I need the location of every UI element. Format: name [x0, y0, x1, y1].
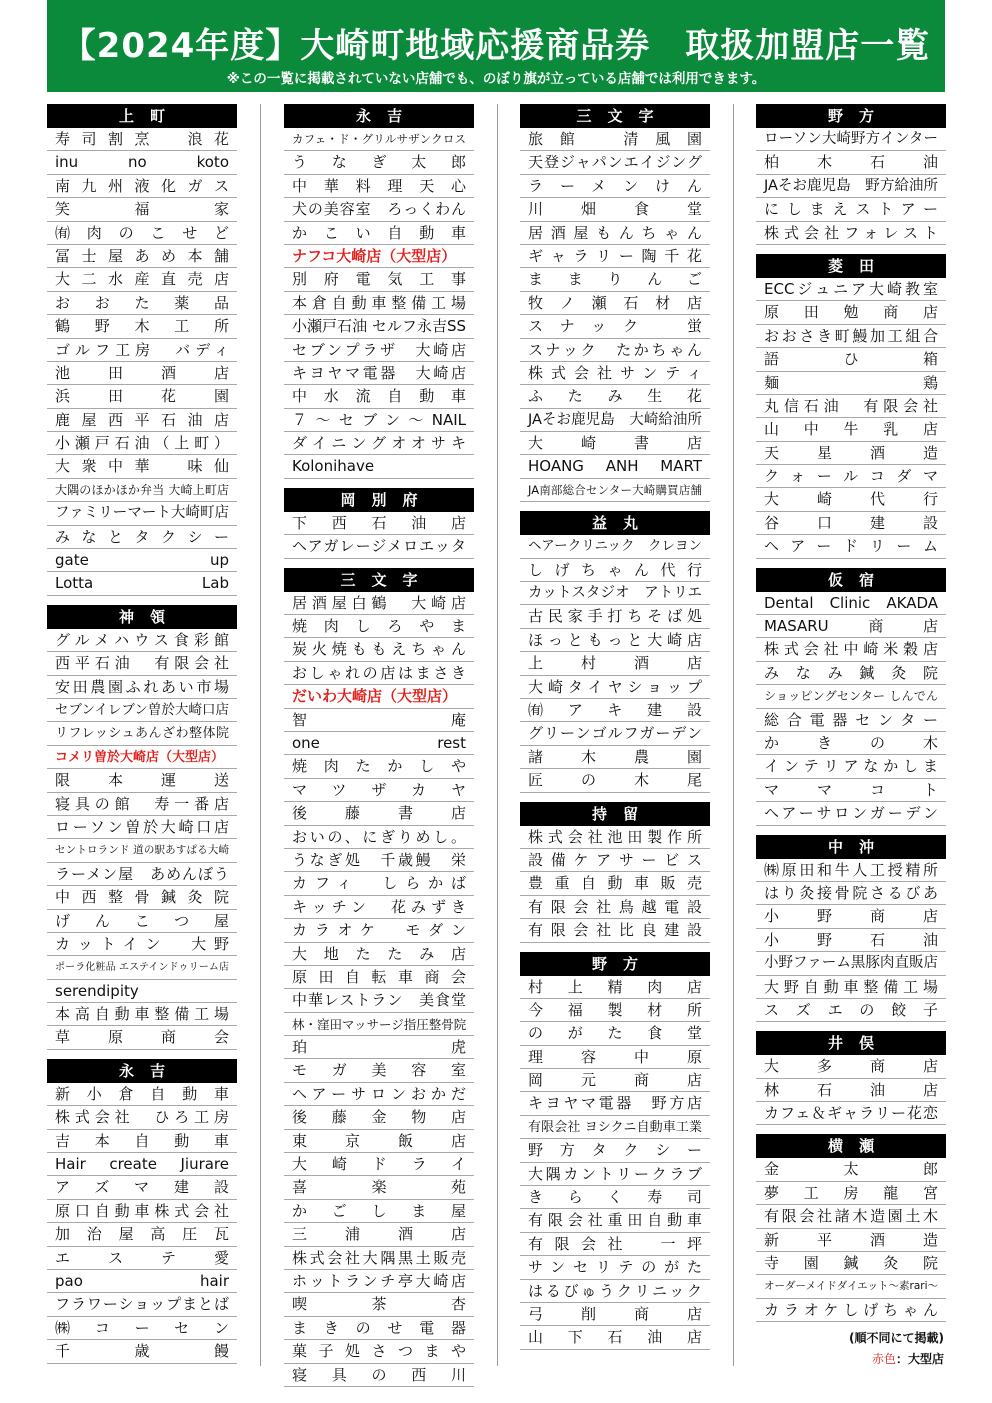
- store-row: 大崎書店: [520, 432, 710, 455]
- store-row: ７～セブン～NAIL: [284, 409, 474, 432]
- store-row: グリーンゴルフガーデン: [520, 722, 710, 745]
- store-row: gate up: [47, 549, 237, 572]
- store-row: カラオケしげちゃん: [756, 1299, 946, 1322]
- district-section: [284, 568, 474, 1387]
- store-row: 西平石油 有限会社: [47, 652, 237, 675]
- store-row: 大多商店: [756, 1055, 946, 1078]
- store-row: 大衆中華 味仙: [47, 455, 237, 478]
- store-row: かごしま屋: [284, 1200, 474, 1223]
- store-row: serendipity: [47, 980, 237, 1003]
- store-row: 大隅のほかほか弁当 大崎上町店: [47, 479, 237, 502]
- store-row: オーダーメイドダイエット～素rari～: [756, 1275, 946, 1298]
- store-row: マツザカヤ: [284, 779, 474, 802]
- store-row: 小瀬戸石油 セルフ永吉SS: [284, 315, 474, 338]
- district-header: 仮宿: [756, 568, 946, 592]
- store-row: 安田農園ふれあい市場: [47, 676, 237, 699]
- store-row: HOANG ANH MART: [520, 455, 710, 478]
- store-row: 中華レストラン 美食堂: [284, 989, 474, 1012]
- store-row: 東京飯店: [284, 1130, 474, 1153]
- district-header: 三文字: [520, 104, 710, 128]
- page-title: 【2024年度】大崎町地域応援商品券 取扱加盟店一覧: [61, 26, 931, 66]
- store-row: 株式会社サンティ: [520, 362, 710, 385]
- store-row: 諸木農園: [520, 746, 710, 769]
- store-row: ヘアードリーム: [756, 535, 946, 558]
- store-row: うなぎ太郎: [284, 151, 474, 174]
- district-header: 井俣: [756, 1031, 946, 1055]
- store-row: 株式会社池田製作所: [520, 826, 710, 849]
- store-row: 寝具の西川: [284, 1364, 474, 1387]
- store-row: 古民家手打ちそば処: [520, 605, 710, 628]
- store-row: Lotta Lab: [47, 572, 237, 595]
- district-header: 永吉: [284, 104, 474, 128]
- store-row: 丸信石油 有限会社: [756, 395, 946, 418]
- store-row: 山下石油店: [520, 1326, 710, 1349]
- district-section: [520, 952, 710, 1350]
- store-row: うなぎ処 千歳鰻 栄: [284, 849, 474, 872]
- column-divider: [733, 104, 734, 1366]
- district-section: [520, 802, 710, 943]
- store-row: 語 ひ 箱: [756, 348, 946, 371]
- store-row: おしゃれの店はまさき: [284, 662, 474, 685]
- store-row: 原口自動車株式会社: [47, 1200, 237, 1223]
- store-row: ままりんご: [520, 268, 710, 291]
- legend: [778, 1349, 944, 1370]
- store-row: にしまえストアー: [756, 198, 946, 221]
- store-row: しげちゃん代行: [520, 559, 710, 582]
- district-header: 持留: [520, 802, 710, 826]
- store-row: JA南部総合センター大崎購買店舗: [520, 479, 710, 502]
- store-row: フラワーショップまとば: [47, 1293, 237, 1316]
- store-row: ラーメンけん: [520, 175, 710, 198]
- store-row: 小野石油: [756, 929, 946, 952]
- district-header: 岡別府: [284, 488, 474, 512]
- store-row: 有限会社重田自動車: [520, 1209, 710, 1232]
- store-row: おおさき町鰻加工組合: [756, 325, 946, 348]
- store-row: JAそお鹿児島 大崎給油所: [520, 409, 710, 432]
- store-row: 原田勉商店: [756, 301, 946, 324]
- store-row: Kolonihave: [284, 455, 474, 478]
- store-row: 株式会社大隅黒土販売: [284, 1247, 474, 1270]
- store-row: 株式会社フォレスト: [756, 222, 946, 245]
- store-row: グルメハウス食彩館: [47, 629, 237, 652]
- store-row: まきのせ電器: [284, 1317, 474, 1340]
- district-section: [47, 1059, 237, 1364]
- store-row: サンセリテのがた: [520, 1256, 710, 1279]
- store-row: ふたみ生花: [520, 385, 710, 408]
- store-row: げんこつ屋: [47, 910, 237, 933]
- store-row: 草原商会: [47, 1026, 237, 1049]
- store-row: ㈲アキ建設: [520, 699, 710, 722]
- store-row: 後藤金物店: [284, 1106, 474, 1129]
- store-row: 林・窪田マッサージ指圧整骨院: [284, 1013, 474, 1036]
- store-row: 加治屋高圧瓦: [47, 1223, 237, 1246]
- store-row: キヨヤマ電器 野方店: [520, 1092, 710, 1115]
- store-row: きらく寿司: [520, 1186, 710, 1209]
- store-row: ローソン曽於大崎口店: [47, 816, 237, 839]
- store-row: 大地たたみ店: [284, 943, 474, 966]
- store-row: みなみ鍼灸院: [756, 662, 946, 685]
- store-row: キヨヤマ電器 大崎店: [284, 362, 474, 385]
- store-row: 鹿屋西平石油店: [47, 409, 237, 432]
- order-note: (順不同にて掲載): [849, 1331, 944, 1345]
- store-row: セブンプラザ 大崎店: [284, 339, 474, 362]
- store-row: 寿司割烹 浪花: [47, 128, 237, 151]
- store-row: one rest: [284, 732, 474, 755]
- store-row: ファミリーマート大崎町店: [47, 502, 237, 525]
- district-section: [284, 488, 474, 559]
- store-row: リフレッシュあんざわ整体院: [47, 722, 237, 745]
- store-row: 大二水産直売店: [47, 268, 237, 291]
- store-row: 有限会社 一坪: [520, 1233, 710, 1256]
- store-row: 焼肉たかしや: [284, 755, 474, 778]
- store-row: ローソン大崎野方インター: [756, 128, 946, 151]
- store-row: 小野ファーム黒豚肉直販店: [756, 952, 946, 975]
- store-row: ラーメン屋 あめんぼう: [47, 863, 237, 886]
- district-section: [756, 568, 946, 826]
- column-divider: [497, 104, 498, 1366]
- store-row: ホットランチ亭大崎店: [284, 1270, 474, 1293]
- district-header: 上町: [47, 104, 237, 128]
- store-row: 新小倉自動車: [47, 1083, 237, 1106]
- district-section: [47, 605, 237, 1050]
- store-row: カフェ＆ギャラリー花恋: [756, 1102, 946, 1125]
- store-row: カフェ・ド・グリルサザンクロス: [284, 128, 474, 151]
- store-row: のがた食堂: [520, 1022, 710, 1045]
- store-row: 川畑食堂: [520, 198, 710, 221]
- store-row: インテリアなかしま: [756, 755, 946, 778]
- store-row: カフィ しらかば: [284, 872, 474, 895]
- store-row: 有限会社諸木造園土木: [756, 1205, 946, 1228]
- store-row: JAそお鹿児島 野方給油所: [756, 175, 946, 198]
- store-row: カラオケ モダン: [284, 919, 474, 942]
- store-row: ほっともっと大崎店: [520, 629, 710, 652]
- store-row: 限本運送: [47, 769, 237, 792]
- store-row: 林石油店: [756, 1079, 946, 1102]
- store-row: ㈱コーセン: [47, 1317, 237, 1340]
- store-row: ゴルフ工房 バディ: [47, 339, 237, 362]
- store-row: 弓削商店: [520, 1303, 710, 1326]
- store-row: 原田自転車商会: [284, 966, 474, 989]
- district-section: [756, 104, 946, 245]
- store-row: モガ美容室: [284, 1059, 474, 1082]
- store-row: 大隅カントリークラブ: [520, 1163, 710, 1186]
- store-row: 鶴野木工所: [47, 315, 237, 338]
- store-row: 上村酒店: [520, 652, 710, 675]
- store-row: カットイン 大野: [47, 933, 237, 956]
- store-column-3: [520, 104, 710, 1359]
- store-row: 池田酒店: [47, 362, 237, 385]
- store-row: セントロランド 道の駅あすぱる大崎: [47, 839, 237, 862]
- store-row: 本高自動車整備工場: [47, 1003, 237, 1026]
- store-row-large: コメリ曽於大崎店（大型店）: [47, 746, 237, 769]
- store-row: 吉本自動車: [47, 1130, 237, 1153]
- store-row: スナック 蛍: [520, 315, 710, 338]
- store-row: かこい自動車: [284, 222, 474, 245]
- district-header: 野方: [756, 104, 946, 128]
- store-row: おいの、にぎりめし。: [284, 826, 474, 849]
- store-row: 匠の木尾: [520, 769, 710, 792]
- store-row: セブンイレブン曽於大崎口店: [47, 699, 237, 722]
- store-row: かきの木: [756, 732, 946, 755]
- store-row: 麺 鶏: [756, 372, 946, 395]
- store-row: 天登ジャパンエイジング: [520, 151, 710, 174]
- store-row: 下西石油店: [284, 512, 474, 535]
- footer-note: [778, 1328, 944, 1370]
- store-row: ショッピングセンター しんでん: [756, 685, 946, 708]
- store-row: 野方タクシー: [520, 1139, 710, 1162]
- store-row: 今福製材所: [520, 999, 710, 1022]
- store-row: 南九州液化ガス: [47, 175, 237, 198]
- store-row: おおた薬品: [47, 292, 237, 315]
- store-row: 小瀬戸石油（上町）: [47, 432, 237, 455]
- store-row: 笑 福 家: [47, 198, 237, 221]
- store-row: 居酒屋白鶴 大崎店: [284, 592, 474, 615]
- district-section: [520, 104, 710, 502]
- store-row: エステ愛: [47, 1247, 237, 1270]
- store-row: みなとタクシー: [47, 526, 237, 549]
- district-section: [520, 511, 710, 792]
- legend-text: ：大型店: [895, 1352, 944, 1366]
- store-row: 総合電器センター: [756, 709, 946, 732]
- store-row: MASARU商店: [756, 615, 946, 638]
- store-column-4: [756, 104, 946, 1331]
- store-row: 有限会社 ヨシクニ自動車工業: [520, 1116, 710, 1139]
- district-header: 横瀬: [756, 1134, 946, 1158]
- store-row: 浜田花園: [47, 385, 237, 408]
- store-row: クォールコダマ: [756, 465, 946, 488]
- district-header: 益丸: [520, 511, 710, 535]
- store-row: カットスタジオ アトリエ: [520, 582, 710, 605]
- store-row: スナック たかちゃん: [520, 339, 710, 362]
- store-row: 有限会社鳥越電設: [520, 896, 710, 919]
- store-row: キッチン 花みずき: [284, 896, 474, 919]
- store-row: 冨士屋あめ本舗: [47, 245, 237, 268]
- store-row: 株式会社中崎米穀店: [756, 638, 946, 661]
- store-row: 寝具の館 寿一番店: [47, 793, 237, 816]
- store-row: 焼肉しろやま: [284, 615, 474, 638]
- store-row: 大崎タイヤショップ: [520, 676, 710, 699]
- store-row: 旅館 清風園: [520, 128, 710, 151]
- store-row: 理容中原: [520, 1046, 710, 1069]
- store-row: Hair create Jiurare: [47, 1153, 237, 1176]
- district-header: 永吉: [47, 1059, 237, 1083]
- store-row: 中水流自動車: [284, 385, 474, 408]
- store-row: 千歳饅: [47, 1340, 237, 1363]
- store-row: Dental Clinic AKADA: [756, 592, 946, 615]
- store-row: 三浦酒店: [284, 1223, 474, 1246]
- store-row: ヘアガレージメロエッタ: [284, 535, 474, 558]
- store-row: 居酒屋もんちゃん: [520, 222, 710, 245]
- store-row: ㈲肉のこせど: [47, 222, 237, 245]
- store-row-large: ナフコ大崎店（大型店）: [284, 245, 474, 268]
- store-row: 寺園鍼灸院: [756, 1252, 946, 1275]
- store-row: 株式会社 ひろ工房: [47, 1106, 237, 1129]
- store-row: pao hair: [47, 1270, 237, 1293]
- store-row: 天星酒造: [756, 442, 946, 465]
- store-row-large: だいわ大崎店（大型店）: [284, 685, 474, 708]
- store-row: ママコト: [756, 779, 946, 802]
- store-row: スズエの餃子: [756, 999, 946, 1022]
- district-header: 神領: [47, 605, 237, 629]
- store-row: はり灸接骨院さるびあ: [756, 882, 946, 905]
- store-row: 豊重自動車販売: [520, 872, 710, 895]
- store-row: 別府電気工事: [284, 268, 474, 291]
- store-row: 柏木石油: [756, 151, 946, 174]
- header-banner: [47, 0, 945, 92]
- store-row: 小野商店: [756, 905, 946, 928]
- store-row: 設備ケアサービス: [520, 849, 710, 872]
- district-section: [756, 835, 946, 1023]
- store-row: はるびゅうクリニック: [520, 1280, 710, 1303]
- district-section: [756, 1134, 946, 1322]
- district-section: [47, 104, 237, 596]
- district-header: 野方: [520, 952, 710, 976]
- store-row: 村上精肉店: [520, 976, 710, 999]
- district-section: [756, 1031, 946, 1125]
- store-row: ECCジュニア大崎教室: [756, 278, 946, 301]
- store-row: 有限会社比良建設: [520, 919, 710, 942]
- store-row: 智 庵: [284, 709, 474, 732]
- store-column-2: [284, 104, 474, 1396]
- store-row: 山中牛乳店: [756, 418, 946, 441]
- store-row: 谷口建設: [756, 512, 946, 535]
- column-divider: [260, 104, 261, 1366]
- store-row: アズマ建設: [47, 1176, 237, 1199]
- store-row: ヘアーサロンガーデン: [756, 802, 946, 825]
- store-row: 後藤書店: [284, 802, 474, 825]
- store-row: ヘアーサロンおかだ: [284, 1083, 474, 1106]
- store-row: 菓子処さつまや: [284, 1340, 474, 1363]
- store-row: 牧ノ瀬石材店: [520, 292, 710, 315]
- district-header: 三文字: [284, 568, 474, 592]
- store-row: 大崎代行: [756, 488, 946, 511]
- store-row: 喫茶杏: [284, 1293, 474, 1316]
- store-row: 本倉自動車整備工場: [284, 292, 474, 315]
- store-row: 大崎ドライ: [284, 1153, 474, 1176]
- store-row: 喜楽苑: [284, 1176, 474, 1199]
- district-section: [284, 104, 474, 479]
- store-row: 岡元商店: [520, 1069, 710, 1092]
- store-row: inu no koto: [47, 151, 237, 174]
- store-column-1: [47, 104, 237, 1373]
- store-row: 珀 虎: [284, 1036, 474, 1059]
- district-section: [756, 254, 946, 559]
- store-row: 中西整骨鍼灸院: [47, 886, 237, 909]
- legend-red-label: 赤色: [871, 1352, 896, 1366]
- store-row: ギャラリー陶千花: [520, 245, 710, 268]
- district-header: 中沖: [756, 835, 946, 859]
- page-subtitle: ※この一覧に掲載されていない店舗でも、のぼり旗が立っている店舗では利用できます。: [226, 71, 766, 87]
- store-row: 中華料理天心: [284, 175, 474, 198]
- store-row: ダイニングオオサキ: [284, 432, 474, 455]
- district-header: 菱田: [756, 254, 946, 278]
- store-row: 新平酒造: [756, 1229, 946, 1252]
- store-row: 大野自動車整備工場: [756, 976, 946, 999]
- store-row: 炭火焼ももえちゃん: [284, 638, 474, 661]
- store-row: ㈱原田和牛人工授精所: [756, 859, 946, 882]
- store-row: 夢工房龍宮: [756, 1182, 946, 1205]
- store-row: ポーラ化粧品 エステインドゥリーム店: [47, 956, 237, 979]
- store-row: ヘアークリニック クレヨン: [520, 535, 710, 558]
- store-row: 金 太 郎: [756, 1158, 946, 1181]
- store-row: 犬の美容室 ろっくわん: [284, 198, 474, 221]
